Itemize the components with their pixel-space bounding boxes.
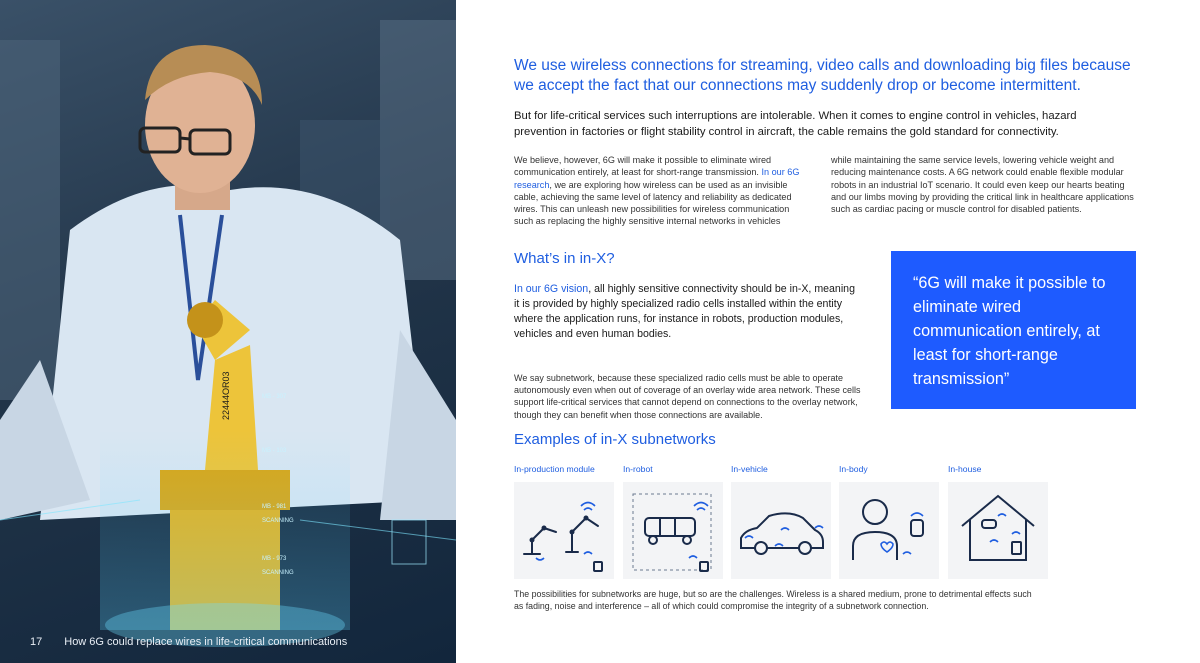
in-house-tile xyxy=(948,482,1048,579)
section-heading-in-x: What’s in in-X? xyxy=(514,250,615,267)
robot-cart-icon xyxy=(623,482,723,579)
pull-quote: “6G will make it possible to eliminate wired communication entirely, at least for short-range transmission” xyxy=(891,251,1136,409)
in-vehicle-tile xyxy=(731,482,831,579)
hud-label: SCANNING xyxy=(262,570,294,576)
col-a-text: We believe, however, 6G will make it possible to eliminate wired communication entirely, at least for short-range transmission. xyxy=(514,155,772,178)
section-heading-examples: Examples of in-X subnetworks xyxy=(514,431,716,448)
intro-paragraph: But for life-critical services such interruptions are intolerable. When it comes to engine control in vehicles, hazard prevention in factories or flight stability control in aircraft, the cable remains the gold standard for connectivity. xyxy=(514,110,1077,138)
in-robot-tile xyxy=(623,482,723,579)
example-label: In-vehicle xyxy=(731,464,768,474)
hud-label: MB - 981 xyxy=(262,504,287,510)
lead-paragraph: We use wireless connections for streaming, video calls and downloading big files because we accept the fact that our connections may suddenly drop or become intermittent. xyxy=(514,57,1131,94)
in-x-paragraph xyxy=(514,282,859,342)
body-column-right: while maintaining the same service levels, lowering vehicle weight and reducing maintenance costs. A 6G network could enable flexible modular robots in an industrial IoT scenario. It could even keep our hearts beating and our limbs moving by providing the critical link in healthcare applications such as cardiac pacing or muscle control for disabled patients. xyxy=(831,155,1134,215)
document-title: How 6G could replace wires in life-critical communications xyxy=(64,636,348,648)
in-x-text: , all highly sensitive connectivity should be in-X, meaning it is provided by highly specialized radio cells installed within the entity where the application runs, for instance in robots, production modules, vehicles and even human bodies. xyxy=(514,283,855,340)
example-label: In-house xyxy=(948,464,982,474)
hud-label: MB - 103 xyxy=(262,448,287,454)
hud-label: MB - 973 xyxy=(262,556,287,562)
car-icon xyxy=(731,482,831,579)
in-production-module-tile xyxy=(514,482,614,579)
person-heart-icon xyxy=(839,482,939,579)
6g-research-link[interactable]: In our 6G research xyxy=(514,167,800,190)
hud-label: MB - 307 xyxy=(262,394,287,400)
robot-marking: 22444OR03 xyxy=(221,371,231,420)
page-number: 17 xyxy=(30,636,43,648)
example-label: In-production module xyxy=(514,464,595,474)
robot-arms-icon xyxy=(514,482,614,579)
house-icon xyxy=(948,482,1048,579)
closing-paragraph: The possibilities for subnetworks are huge, but so are the challenges. Wireless is a shared medium, prone to detrimental effects such as fading, noise and interference – all of which could compromise the integrity of a subnetwork connection. xyxy=(514,589,1032,611)
6g-vision-link[interactable]: In our 6G vision xyxy=(514,283,589,295)
subnetwork-paragraph: We say subnetwork, because these specialized radio cells must be able to operate autonomously even when out of coverage of an overlay wide area network. These cells support life-critical services that cannot depend on connections to the overlay network, though they can benefit when those connections are available. xyxy=(514,373,861,420)
in-body-tile xyxy=(839,482,939,579)
example-label: In-body xyxy=(839,464,868,474)
example-label: In-robot xyxy=(623,464,653,474)
body-column-left xyxy=(514,154,806,228)
hud-label: SCANNING xyxy=(262,518,294,524)
col-a-text-cont: , we are exploring how wireless can be used as an invisible cable, achieving the same level of latency and reliability as dedicated wires. This can unleash new possibilities for wireless communication such as replacing the highly sensitive internal networks in vehicles xyxy=(514,179,792,227)
